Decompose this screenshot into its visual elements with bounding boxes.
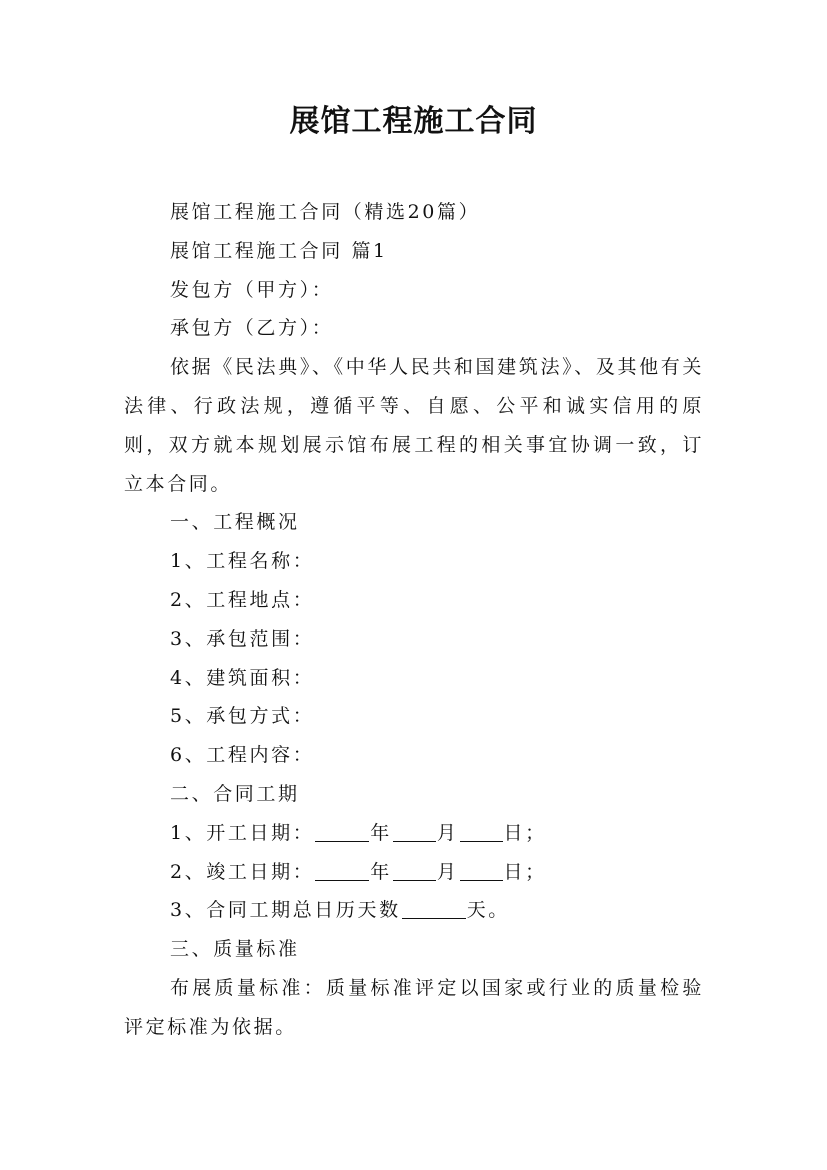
end-year-blank [315,859,369,881]
start-month-unit: 月 [436,821,459,844]
start-date-line [124,814,704,853]
end-month-blank [393,859,436,881]
start-month-blank [393,820,436,842]
section-3-heading: 三、质量标准 [170,938,300,961]
subtitle: 展馆工程施工合同（精选20篇） [170,201,481,223]
total-days-label: 3、合同工期总日历天数 [170,899,401,922]
section-heading: 展馆工程施工合同 篇1 [170,239,388,262]
project-name-item: 1、工程名称： [170,550,315,573]
end-day-blank [460,859,503,881]
document-body [124,193,704,1047]
party-b-label: 承包方（乙方）： [170,317,334,340]
party-a-label: 发包方（甲方）： [170,278,334,301]
start-day-unit: 日； [503,821,547,844]
total-days-blank [402,897,466,919]
total-days-suffix: 天。 [466,899,510,922]
project-content-item: 6、工程内容： [170,744,315,767]
end-date-line [124,853,704,892]
quality-standard-paragraph: 布展质量标准：质量标准评定以国家或行业的质量检验评定标准为依据。 [124,976,704,1038]
start-date-label: 1、开工日期： [170,821,315,844]
end-day-unit: 日； [503,860,547,883]
contract-scope-item: 3、承包范围： [170,627,315,650]
start-year-unit: 年 [370,821,392,844]
contract-mode-item: 5、承包方式： [170,705,315,728]
end-date-label: 2、竣工日期： [170,860,315,883]
end-month-unit: 月 [436,860,459,883]
section-2-heading: 二、合同工期 [170,782,300,805]
section-1-heading: 一、工程概况 [170,511,300,534]
intro-paragraph: 依据《民法典》、《中华人民共和国建筑法》、及其他有关法律、行政法规，遵循平等、自愿、公平和诚实信用的原则，双方就本规划展示馆布展工程的相关事宜协调一致，订立本合同。 [124,356,704,495]
building-area-item: 4、建筑面积： [170,666,315,689]
start-day-blank [460,820,503,842]
end-year-unit: 年 [370,860,392,883]
total-days-line [124,891,704,930]
start-year-blank [315,820,369,842]
document-title: 展馆工程施工合同 [289,104,538,139]
project-location-item: 2、工程地点： [170,588,315,611]
